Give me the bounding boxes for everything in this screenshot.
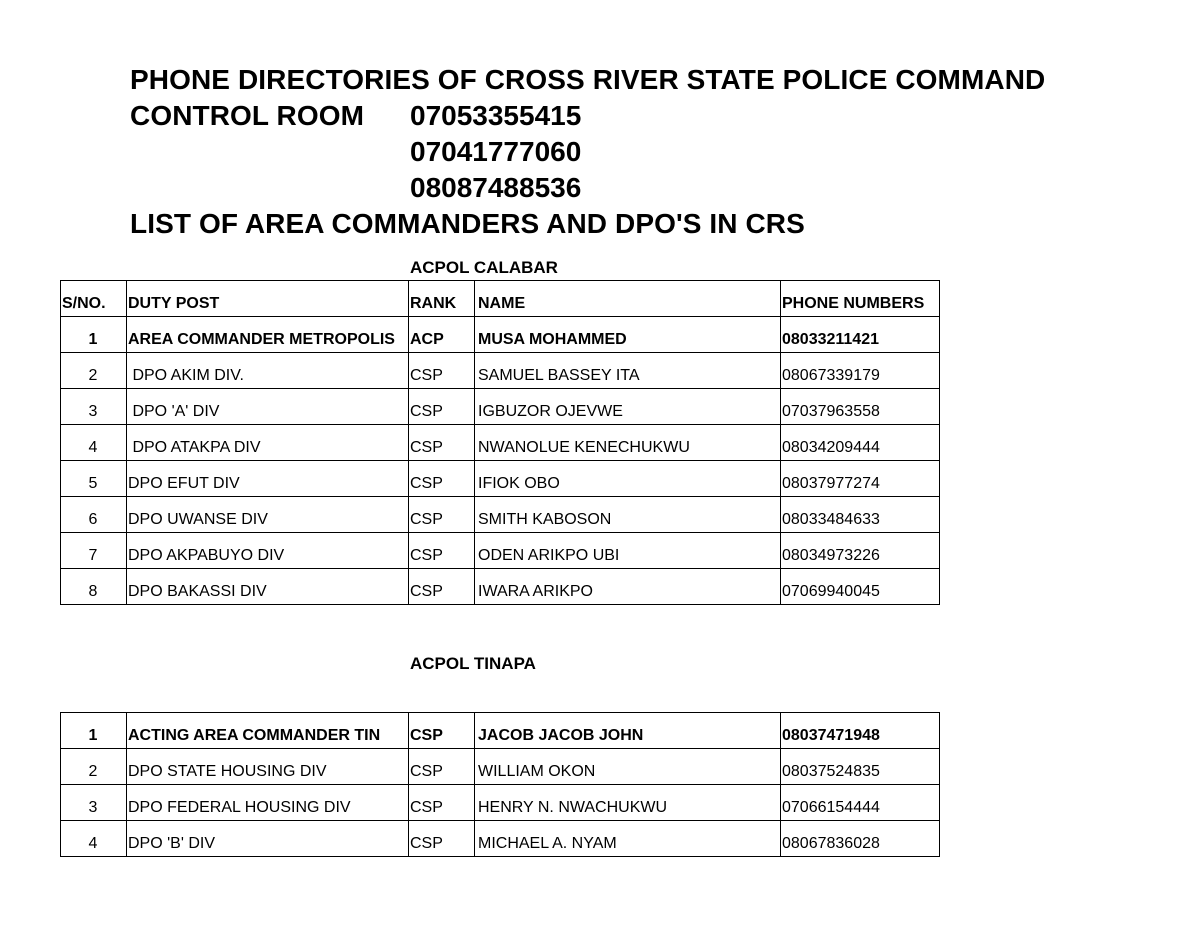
grid-line <box>60 352 940 353</box>
grid-line <box>60 784 940 785</box>
grid-line <box>408 280 409 605</box>
cell-name: MICHAEL A. NYAM <box>478 835 617 852</box>
cell-sn: 6 <box>88 511 98 528</box>
cell-name: ODEN ARIKPO UBI <box>478 547 620 564</box>
grid-line <box>60 460 940 461</box>
grid-line <box>60 712 940 713</box>
cell-sn: 7 <box>88 547 98 564</box>
cell-phone: 07066154444 <box>782 799 880 816</box>
table-row <box>60 568 940 604</box>
control-room-phone: 07053355415 <box>410 100 582 131</box>
cell-duty-post: DPO AKIM DIV. <box>128 367 244 384</box>
grid-line <box>939 280 940 605</box>
cell-phone: 07069940045 <box>782 583 880 600</box>
grid-line <box>60 712 61 857</box>
table-row <box>60 424 940 460</box>
table-row <box>60 784 940 820</box>
cell-name: MUSA MOHAMMED <box>478 331 627 348</box>
grid-line <box>408 712 409 857</box>
cell-name: IWARA ARIKPO <box>478 583 593 600</box>
cell-sn: 4 <box>88 835 98 852</box>
cell-duty-post: DPO 'A' DIV <box>128 403 220 420</box>
cell-duty-post: ACTING AREA COMMANDER TIN <box>128 727 381 744</box>
table-row <box>60 712 940 748</box>
cell-name: JACOB JACOB JOHN <box>478 727 644 744</box>
page-title: PHONE DIRECTORIES OF CROSS RIVER STATE POLICE COMMAND <box>130 64 1046 95</box>
cell-phone: 08033211421 <box>782 331 879 348</box>
cell-name: IFIOK OBO <box>478 475 560 492</box>
grid-line <box>60 604 940 605</box>
grid-line <box>939 712 940 857</box>
grid-line <box>60 568 940 569</box>
grid-line <box>474 712 475 857</box>
cell-sn: 5 <box>88 475 98 492</box>
control-room-phone: 08087488536 <box>410 172 582 203</box>
section-title-calabar: ACPOL CALABAR <box>410 258 558 277</box>
cell-sn: 8 <box>88 583 98 600</box>
cell-sn: 1 <box>88 727 98 744</box>
cell-phone: 08037977274 <box>782 475 880 492</box>
cell-rank: CSP <box>410 475 443 492</box>
cell-name: IGBUZOR OJEVWE <box>478 403 623 420</box>
control-room-label: CONTROL ROOM <box>130 100 365 131</box>
cell-duty-post: DPO FEDERAL HOUSING DIV <box>128 799 351 816</box>
cell-duty-post: DPO BAKASSI DIV <box>128 583 267 600</box>
cell-phone: 08037524835 <box>782 763 880 780</box>
table-row <box>60 352 940 388</box>
table-row <box>60 532 940 568</box>
section-title-tinapa: ACPOL TINAPA <box>410 654 536 673</box>
table-row <box>60 748 940 784</box>
cell-rank: ACP <box>410 331 444 348</box>
grid-line <box>60 820 940 821</box>
cell-sn: 3 <box>88 403 98 420</box>
cell-rank: CSP <box>410 835 443 852</box>
cell-duty-post: DPO 'B' DIV <box>128 835 216 852</box>
cell-sn: 4 <box>88 439 98 456</box>
cell-duty-post: DPO ATAKPA DIV <box>128 439 261 456</box>
grid-line <box>60 748 940 749</box>
header-rank: RANK <box>410 295 457 312</box>
cell-rank: CSP <box>410 727 443 744</box>
table-row <box>60 460 940 496</box>
table-header-row <box>60 280 940 316</box>
page-subtitle: LIST OF AREA COMMANDERS AND DPO'S IN CRS <box>130 208 805 239</box>
cell-duty-post: DPO UWANSE DIV <box>128 511 268 528</box>
grid-line <box>60 532 940 533</box>
header-duty-post: DUTY POST <box>128 295 220 312</box>
cell-rank: CSP <box>410 439 443 456</box>
cell-rank: CSP <box>410 799 443 816</box>
table-row <box>60 388 940 424</box>
cell-name: WILLIAM OKON <box>478 763 596 780</box>
table-row <box>60 820 940 856</box>
cell-sn: 2 <box>88 763 98 780</box>
cell-rank: CSP <box>410 511 443 528</box>
tinapa-table <box>60 712 940 857</box>
grid-line <box>60 496 940 497</box>
grid-line <box>126 280 127 605</box>
cell-sn: 3 <box>88 799 98 816</box>
grid-line <box>60 424 940 425</box>
grid-line <box>126 712 127 857</box>
grid-line <box>60 280 940 281</box>
table-row <box>60 496 940 532</box>
cell-phone: 08034973226 <box>782 547 880 564</box>
cell-phone: 07037963558 <box>782 403 880 420</box>
cell-name: SAMUEL BASSEY ITA <box>478 367 640 384</box>
cell-name: HENRY N. NWACHUKWU <box>478 799 668 816</box>
cell-duty-post: AREA COMMANDER METROPOLIS <box>128 331 395 348</box>
cell-rank: CSP <box>410 403 443 420</box>
cell-phone: 08067339179 <box>782 367 880 384</box>
header-phone: PHONE NUMBERS <box>782 295 925 312</box>
header-name: NAME <box>478 295 526 312</box>
calabar-table <box>60 280 940 605</box>
cell-rank: CSP <box>410 367 443 384</box>
cell-duty-post: DPO AKPABUYO DIV <box>128 547 285 564</box>
grid-line <box>60 316 940 317</box>
grid-line <box>780 712 781 857</box>
cell-rank: CSP <box>410 547 443 564</box>
grid-line <box>780 280 781 605</box>
cell-phone: 08033484633 <box>782 511 880 528</box>
grid-line <box>474 280 475 605</box>
grid-line <box>60 280 61 605</box>
cell-rank: CSP <box>410 583 443 600</box>
grid-line <box>60 856 940 857</box>
cell-duty-post: DPO STATE HOUSING DIV <box>128 763 327 780</box>
cell-name: NWANOLUE KENECHUKWU <box>478 439 690 456</box>
cell-phone: 08037471948 <box>782 727 880 744</box>
cell-name: SMITH KABOSON <box>478 511 612 528</box>
table-row <box>60 316 940 352</box>
cell-phone: 08034209444 <box>782 439 880 456</box>
cell-sn: 1 <box>88 331 98 348</box>
grid-line <box>60 388 940 389</box>
header-sn: S/NO. <box>62 295 106 312</box>
control-room-phone: 07041777060 <box>410 136 582 167</box>
cell-rank: CSP <box>410 763 443 780</box>
cell-duty-post: DPO EFUT DIV <box>128 475 240 492</box>
cell-phone: 08067836028 <box>782 835 880 852</box>
cell-sn: 2 <box>88 367 98 384</box>
